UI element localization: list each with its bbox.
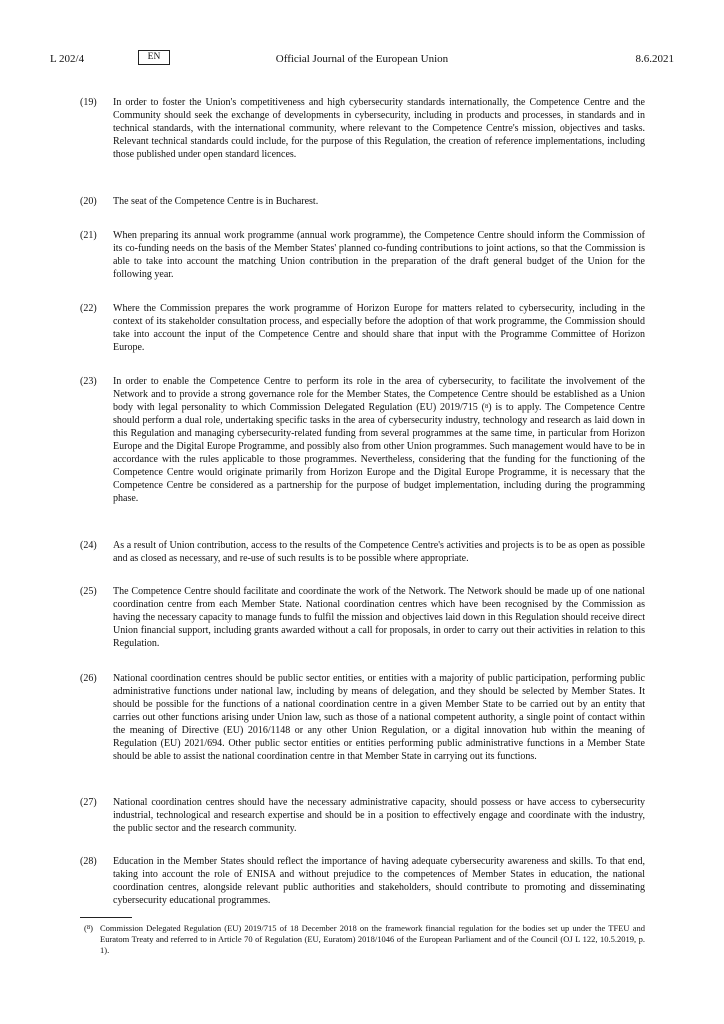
language-code-box: EN [138,50,170,65]
recital-text: In order to foster the Union's competitiveness and high cybersecurity standards internationally, the Competence Centre and the Community should seek the exchange of developments in cybersecurity, including in products and processes, in standards and in technical standards, with the international community, where relevant to the Competence Centre's mission, objectives and tasks. Relevant technical standards could include, for the purpose of this Regulation, the creation of reference implementations, including those published under open standard licences. [113,97,645,160]
recital-number: (20) [80,196,97,207]
recital-text: National coordination centres should be public sector entities, or entities with a majority of public participation, performing public administrative functions under national law, including by means of delegation, and they should be selected by Member States. It should be possible for the functions of a national coordination centre in a given Member State to be carried out by an entity that carries out other functions arising under Union law, such as those of a national competent authority, a single point of contact within the meaning of Directive (EU) 2016/1148 or any other Union Regulation, or a digital innovation hub within the meaning of Regulation (EU) 2021/694. Other public sector entities or entities performing public administrative functions in a Member State should be able to assist the national coordination centre in that Member State in carrying out its functions. [113,673,645,762]
recital-text [113,375,645,505]
recital-number: (24) [80,540,97,551]
footnote-marker-open: ( [84,923,87,933]
recital-number: (27) [80,797,97,808]
publication-date: 8.6.2021 [635,53,674,65]
footnote-marker-number: 8 [86,924,91,931]
recital-number: (25) [80,586,97,597]
footnote-marker [84,923,93,934]
footnote-separator [80,917,132,918]
recital-number: (23) [80,376,97,387]
page-header [50,52,674,68]
footnote-reference: 8 [484,403,489,410]
recital-text: When preparing its annual work programme (annual work programme), the Competence Centre should inform the Commission of its co-funding needs on the basis of the Member States' planned co-funding contributions to joint actions, so that the Commission is able to take into account the matching Union contribution in the preparation of the draft general budget of the Union for the following year. [113,230,645,280]
recital-text: As a result of Union contribution, access to the results of the Competence Centre's activities and projects is to be as open as possible and as closed as necessary, and re-use of such results is to be possible where appropriate. [113,540,645,564]
recital-text: Education in the Member States should reflect the importance of having adequate cybersecurity awareness and skills. To that end, taking into account the role of ENISA and without prejudice to the competences of Member States in education, the national coordination centres, alongside relevant public authorities and stakeholders, should contribute to promoting and disseminating cybersecurity educational programmes. [113,856,645,906]
recital-text-part: ) is to apply. The Competence Centre should perform a dual role, undertaking specific tasks in the area of cybersecurity industry, technology and research as laid down in this Regulation and managing cybersecurity-related funding from several programmes at the same time, in particular from Horizon Europe and the Digital Europe Programme, and possibly also from other Union programmes. Such management would have to be in accordance with the rules applicable to those programmes. Nevertheless, considering that the funding for the functioning of the Competence Centre would originate primarily from Horizon Europe and the Digital Europe Programme, it is necessary that the Competence Centre be considered as a partnership for the purpose of budget implementation, including during the programming phase. [113,402,645,504]
recital-text: The seat of the Competence Centre is in Bucharest. [113,196,319,207]
journal-title: Official Journal of the European Union [275,53,449,65]
footnote-marker-close: ) [90,923,93,933]
recital-number: (26) [80,673,97,684]
recital-text: The Competence Centre should facilitate and coordinate the work of the Network. The Network should be made up of one national coordination centre from each Member State. National coordination centres which have been recognised by the Commission as having the necessary capacity to manage funds to fulfil the mission and objectives laid down in this Regulation should receive direct Union financial support, including grants awarded without a call for proposals, in order to carry out their activities in relation to this Regulation. [113,586,645,649]
recital-number: (22) [80,303,97,314]
recital-number: (21) [80,230,97,241]
footnote-text: Commission Delegated Regulation (EU) 2019/715 of 18 December 2018 on the framework financial regulation for the bodies set up under the TFEU and Euratom Treaty and referred to in Article 70 of Regulation (EU, Euratom) 2018/1046 of the European Parliament and of the Council (OJ L 122, 10.5.2019, p. 1). [100,923,645,955]
recital-number: (19) [80,97,97,108]
recital-text: National coordination centres should have the necessary administrative capacity, should possess or have access to cybersecurity industrial, technological and research expertise and should be in a position to effectively engage and coordinate with the industry, the public sector and the research community. [113,797,645,834]
journal-reference: L 202/4 [50,53,85,65]
recital-text-part: In order to enable the Competence Centre to perform its role in the area of cybersecurity, to facilitate the involvement of the Network and to provide a strong governance role for the Member States, the Competence Centre should be established as a Union body with legal personality to which Commission Delegated Regulation (EU) 2019/715 ( [113,376,645,413]
recital-text: Where the Commission prepares the work programme of Horizon Europe for matters related to cybersecurity, including in the context of its stakeholder consultation process, and especially before the adoption of that work programme, the Commission should take into account the input of the Competence Centre and should share that input with the Programme Committee of Horizon Europe. [113,303,645,353]
recital-number: (28) [80,856,97,867]
